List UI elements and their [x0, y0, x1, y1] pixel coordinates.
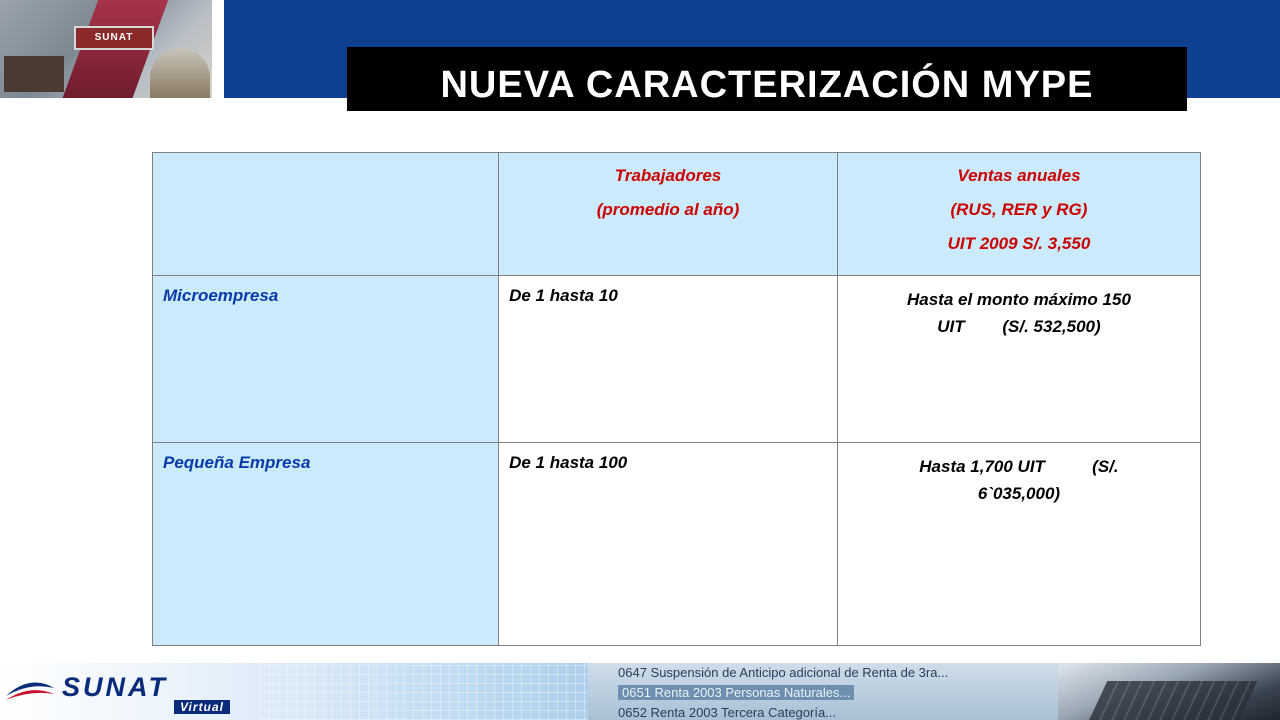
- logo-swoosh-icon: [4, 678, 56, 704]
- logo-wordmark: SUNAT: [62, 672, 168, 702]
- footer-screen-line: 0651 Renta 2003 Personas Naturales...: [618, 685, 854, 700]
- footer-screen-line: 0647 Suspensión de Anticipo adicional de Renta de 3ra...: [618, 665, 949, 680]
- photo-figure: [150, 48, 210, 98]
- header-workers-line: Trabajadores: [614, 166, 722, 185]
- page-title: NUEVA CARACTERIZACIÓN MYPE: [440, 64, 1094, 106]
- logo-subtitle: Virtual: [174, 700, 230, 714]
- header-sales-line: (RUS, RER y RG): [950, 200, 1088, 219]
- row-sales-cell: [837, 276, 1200, 443]
- photo-sign: [74, 26, 154, 50]
- row-workers-cell: De 1 hasta 100: [499, 443, 838, 646]
- row-sales-cell: [837, 443, 1200, 646]
- footer-screen-line: 0652 Renta 2003 Tercera Categoría...: [618, 705, 837, 720]
- photo-sign-text: SUNAT: [94, 32, 134, 43]
- row-label-cell: Pequeña Empresa: [153, 443, 499, 646]
- title-box: [347, 47, 1187, 111]
- table-row: [153, 443, 1201, 646]
- header-sales-line: Ventas anuales: [957, 166, 1081, 185]
- row-sales-line: 6`035,000): [977, 484, 1061, 503]
- sunat-logo: [4, 672, 254, 718]
- laptop-keyboard: [1089, 681, 1258, 720]
- row-label-cell: Microempresa: [153, 276, 499, 443]
- footer-screen: [588, 663, 1058, 720]
- row-sales-line: Hasta el monto máximo 150: [906, 290, 1131, 309]
- header-empty-cell: [153, 153, 499, 276]
- footer-laptop-image: [1058, 663, 1280, 720]
- header-sales-line: UIT 2009 S/. 3,550: [947, 234, 1091, 253]
- row-sales-line: UIT (S/. 532,500): [937, 317, 1101, 336]
- table-header-row: [153, 153, 1201, 276]
- header-photo: [0, 0, 212, 98]
- row-workers-cell: De 1 hasta 10: [499, 276, 838, 443]
- photo-truck: [4, 56, 64, 92]
- row-sales-line: Hasta 1,700 UIT (S/.: [919, 457, 1119, 476]
- header-sales-cell: [837, 153, 1200, 276]
- header-workers-cell: [499, 153, 838, 276]
- header-workers-line: (promedio al año): [596, 200, 740, 219]
- table-row: [153, 276, 1201, 443]
- footer-grid-pattern: [260, 663, 590, 720]
- mype-table: [152, 152, 1201, 646]
- header-gap: [212, 0, 224, 98]
